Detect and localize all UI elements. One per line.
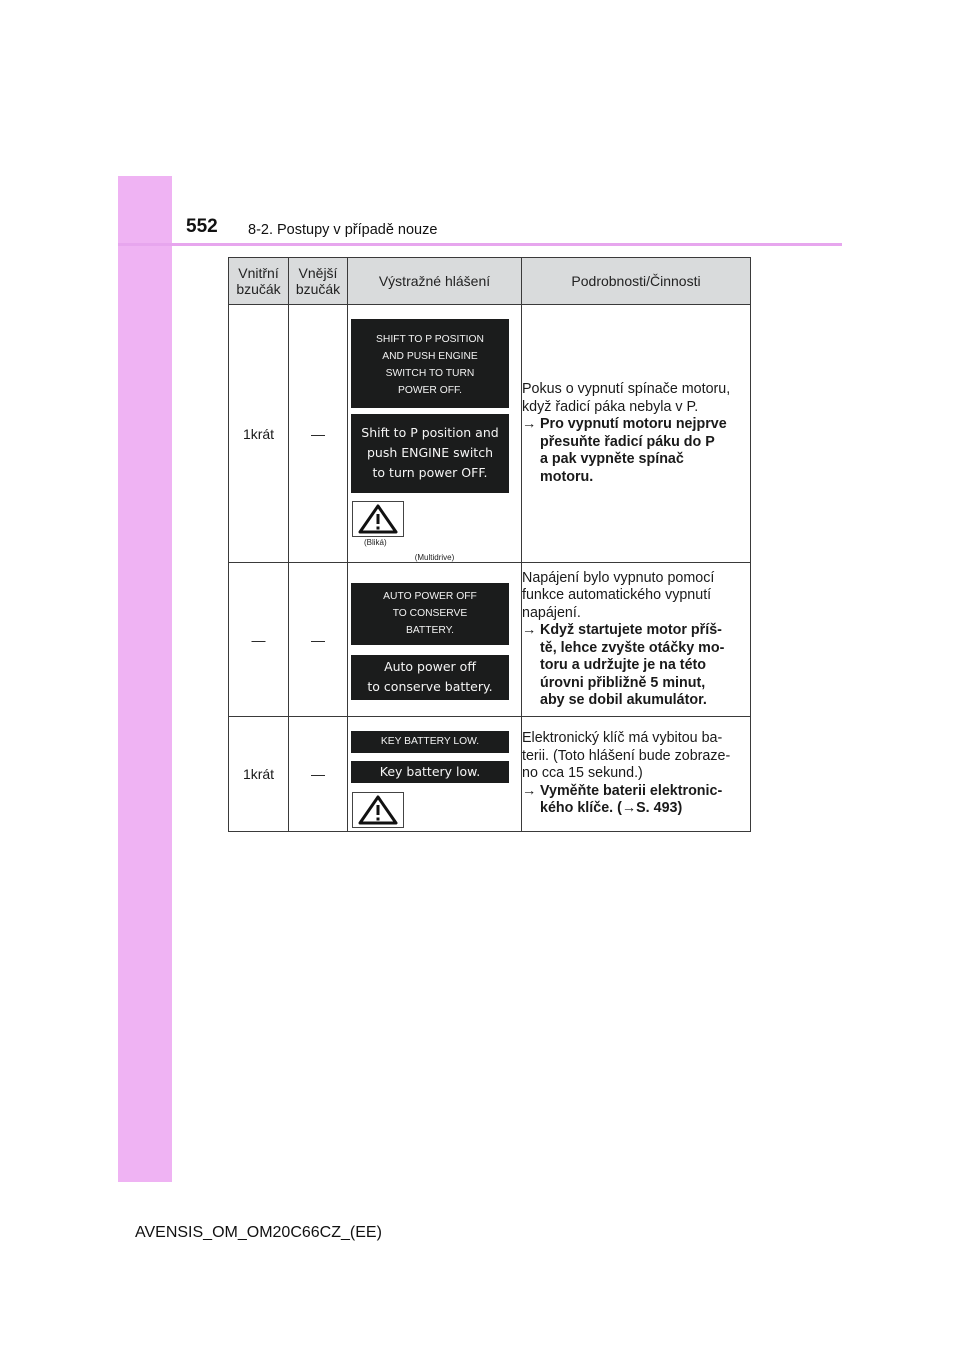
mid-line: to turn power OFF.	[372, 465, 488, 480]
warning-table	[228, 257, 751, 832]
action-line: Když startujete motor příš-	[540, 622, 722, 638]
action-line: úrovni přibližně 5 minut,	[540, 674, 706, 691]
detail-cell	[522, 305, 751, 563]
mid-message	[351, 414, 509, 493]
lcd-line: TO CONSERVE	[392, 608, 468, 619]
mid-message	[351, 761, 509, 783]
column-header: Vnější bzučák	[289, 258, 348, 305]
detail-line: Napájení bylo vypnuto pomocí	[522, 569, 715, 586]
header-rule	[118, 243, 842, 246]
lcd-line: AND PUSH ENGINE	[382, 351, 478, 362]
message-cell	[348, 563, 522, 717]
action-line: kého klíče. (→S. 493)	[540, 800, 683, 817]
mid-line: Shift to P position and	[361, 425, 499, 440]
section-title: 8-2. Postupy v případě nouze	[248, 222, 438, 238]
action-block	[522, 416, 750, 486]
outer-buzzer-cell: —	[289, 305, 348, 563]
lcd-line: POWER OFF.	[397, 385, 463, 396]
message-cell	[348, 717, 522, 832]
detail-line: funkce automatického vypnutí	[522, 587, 712, 603]
action-line: Pro vypnutí motoru nejprve	[540, 416, 727, 432]
mid-line: push ENGINE switch	[366, 445, 493, 460]
message-cell	[348, 305, 522, 563]
detail-line: Elektronický klíč má vybitou ba-	[522, 730, 723, 747]
lcd-line: KEY BATTERY LOW.	[380, 736, 480, 747]
lcd-message	[351, 583, 509, 645]
action-line: toru a udržujte je na této	[540, 657, 707, 673]
detail-line: no cca 15 sekund.)	[522, 765, 643, 782]
lcd-message	[351, 319, 509, 408]
table-header-row	[229, 258, 751, 305]
warning-triangle-icon	[352, 792, 404, 828]
action-line: aby se dobil akumulátor.	[540, 692, 707, 708]
table-row	[229, 563, 751, 717]
action-line: Vyměňte baterii elektronic-	[540, 782, 723, 799]
lcd-line: SWITCH TO TURN	[385, 368, 475, 379]
action-block	[522, 622, 750, 710]
table-row	[229, 305, 751, 563]
column-header: Podrobnosti/Činnosti	[522, 258, 751, 305]
detail-line: napájení.	[522, 604, 581, 621]
action-line: a pak vypněte spínač	[540, 451, 684, 467]
inner-buzzer-cell: 1krát	[229, 305, 289, 563]
table-row	[229, 717, 751, 832]
lcd-line: BATTERY.	[405, 625, 455, 636]
action-line: tě, lehce zvyšte otáčky mo-	[540, 639, 725, 656]
lcd-line: SHIFT TO P POSITION	[376, 334, 484, 345]
inner-buzzer-cell: —	[229, 563, 289, 717]
column-header: Výstražné hlášení	[348, 258, 522, 305]
variant-note: (Multidrive)	[414, 553, 455, 562]
action-block	[522, 783, 750, 818]
arrow-icon: →	[522, 782, 537, 799]
detail-cell	[522, 563, 751, 717]
mid-line: to conserve battery.	[367, 679, 493, 694]
outer-buzzer-cell: —	[289, 717, 348, 832]
detail-cell	[522, 717, 751, 832]
mid-message	[351, 655, 509, 700]
arrow-icon: →	[522, 416, 537, 432]
action-line: motoru.	[540, 468, 594, 485]
page-number: 552	[186, 216, 218, 237]
warning-triangle-icon	[352, 501, 404, 537]
lcd-line: AUTO POWER OFF	[383, 591, 477, 602]
outer-buzzer-cell: —	[289, 563, 348, 717]
inner-buzzer-cell: 1krát	[229, 717, 289, 832]
detail-line: Pokus o vypnutí spínače motoru,	[522, 381, 731, 397]
detail-line: terii. (Toto hlášení bude zobraze-	[522, 747, 731, 764]
action-line: přesuňte řadicí páku do P	[540, 433, 715, 450]
arrow-icon: →	[522, 622, 537, 638]
detail-line: když řadicí páka nebyla v P.	[522, 398, 699, 415]
mid-line: Auto power off	[384, 659, 476, 674]
document-code: AVENSIS_OM_OM20C66CZ_(EE)	[135, 1224, 382, 1241]
blink-note: (Bliká)	[364, 538, 387, 547]
side-tab-bar	[118, 176, 172, 1182]
mid-line: Key battery low.	[379, 764, 481, 779]
column-header: Vnitřní bzučák	[229, 258, 289, 305]
lcd-message	[351, 731, 509, 753]
